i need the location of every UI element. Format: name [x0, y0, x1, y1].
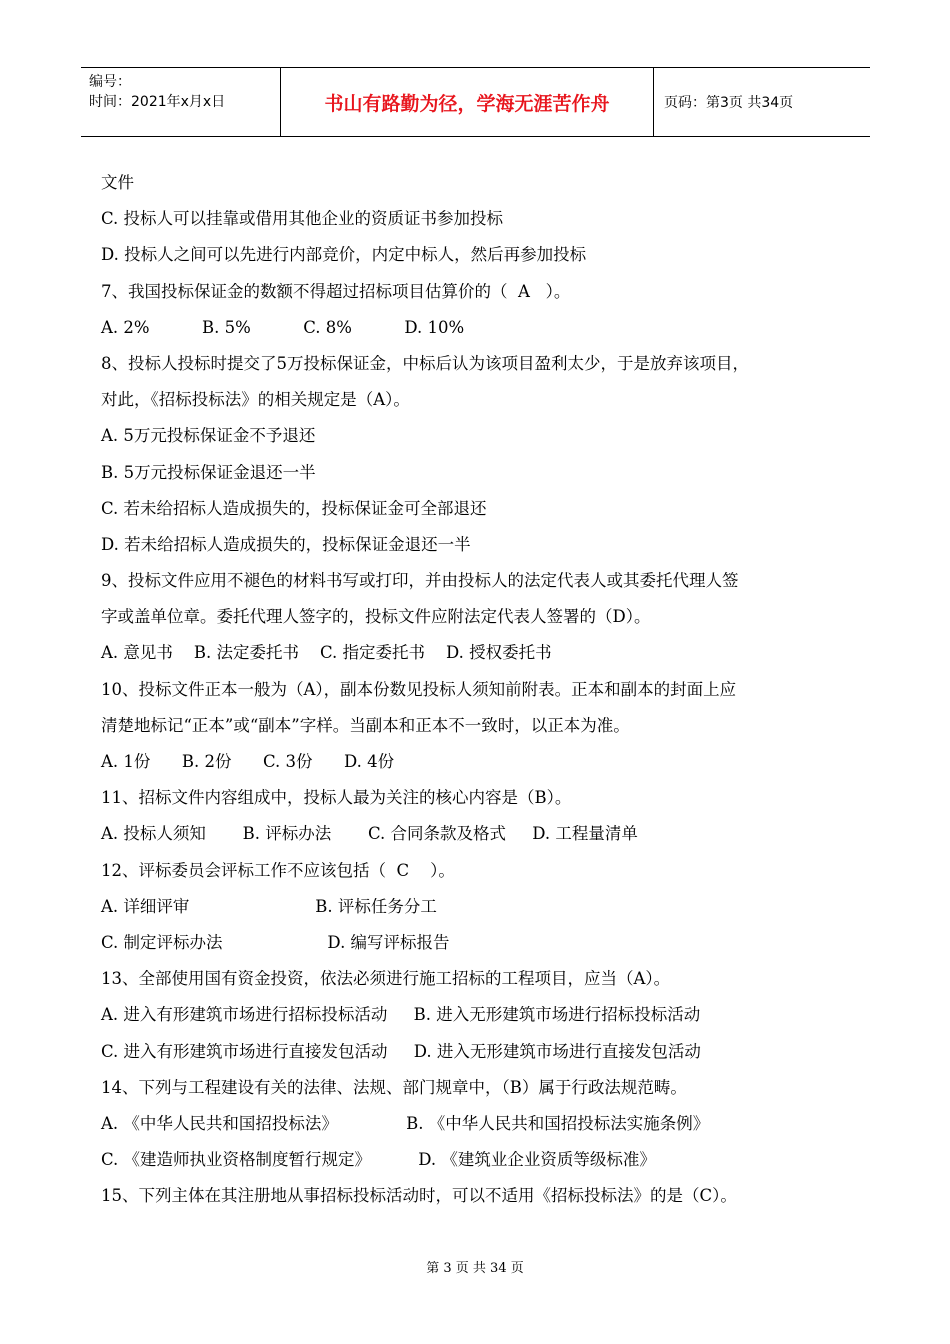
text-line: A. 投标人须知 B. 评标办法 C. 合同条款及格式 D. 工程量清单 [101, 824, 638, 844]
text-line: C. 《建造师执业资格制度暂行规定》 D. 《建筑业企业资质等级标准》 [101, 1150, 656, 1170]
text-line: C. 投标人可以挂靠或借用其他企业的资质证书参加投标 [101, 209, 504, 229]
text-line: 14、下列与工程建设有关的法律、法规、部门规章中，（B）属于行政法规范畴。 [101, 1077, 687, 1097]
text-line: C. 若未给招标人造成损失的，投标保证金可全部退还 [101, 498, 487, 518]
text-line: A. 2% B. 5% C. 8% D. 10% [101, 317, 465, 337]
text-line: 文件 [101, 173, 134, 192]
text-line: 7、我国投标保证金的数额不得超过招标项目估算价的（ A ）。 [101, 281, 571, 301]
text-line: 清楚地标记“正本”或“副本”字样。当副本和正本不一致时，以正本为准。 [101, 715, 630, 735]
text-line: A. 详细评审 B. 评标任务分工 [101, 896, 437, 916]
document-date-label: 时间：2021年x月x日 [89, 94, 226, 110]
document-number-label: 编号： [89, 74, 131, 90]
text-line: 9、投标文件应用不褪色的材料书写或打印，并由投标人的法定代表人或其委托代理人签 [101, 571, 739, 591]
text-line: A. 5万元投标保证金不予退还 [101, 426, 316, 446]
text-line: 10、投标文件正本一般为（A），副本份数见投标人须知前附表。正本和副本的封面上应 [101, 679, 737, 699]
text-line: A. 1份 B. 2份 C. 3份 D. 4份 [101, 752, 395, 771]
text-line: D. 若未给招标人造成损失的，投标保证金退还一半 [101, 534, 471, 554]
text-line: 12、评标委员会评标工作不应该包括（ C ）。 [101, 860, 455, 880]
text-line: A. 意见书 B. 法定委托书 C. 指定委托书 D. 授权委托书 [101, 643, 552, 663]
header-motto: 书山有路勤为径，学海无涯苦作舟 [281, 68, 654, 136]
text-line: 对此，《招标投标法》的相关规定是（A）。 [101, 390, 410, 410]
text-line: 11、招标文件内容组成中，投标人最为关注的核心内容是（B）。 [101, 788, 572, 808]
text-line: 字或盖单位章。委托代理人签字的，投标文件应附法定代表人签署的（D）。 [101, 607, 651, 627]
text-line: 15、下列主体在其注册地从事招标投标活动时，可以不适用《招标投标法》的是（C）。 [101, 1186, 737, 1206]
text-line: 13、全部使用国有资金投资，依法必须进行施工招标的工程项目，应当（A）。 [101, 969, 671, 989]
page-footer: 第 3 页 共 34 页 [426, 1261, 524, 1276]
header-page-label: 页码：第3页 共34页 [664, 95, 794, 111]
header-info-cell [81, 68, 281, 136]
text-line: C. 制定评标办法 D. 编写评标报告 [101, 932, 450, 952]
text-line: A. 《中华人民共和国招投标法》 B. 《中华人民共和国招投标法实施条例》 [101, 1113, 710, 1133]
text-line: 8、投标人投标时提交了5万投标保证金，中标后认为该项目盈利太少，于是放弃该项目， [101, 353, 749, 373]
text-line: D. 投标人之间可以先进行内部竞价，内定中标人，然后再参加投标 [101, 245, 587, 265]
text-line: A. 进入有形建筑市场进行招标投标活动 B. 进入无形建筑市场进行招标投标活动 [101, 1005, 701, 1025]
page-header [81, 67, 870, 137]
text-line: C. 进入有形建筑市场进行直接发包活动 D. 进入无形建筑市场进行直接发包活动 [101, 1041, 701, 1061]
text-line: B. 5万元投标保证金退还一半 [101, 462, 316, 482]
document-body [101, 168, 846, 1217]
